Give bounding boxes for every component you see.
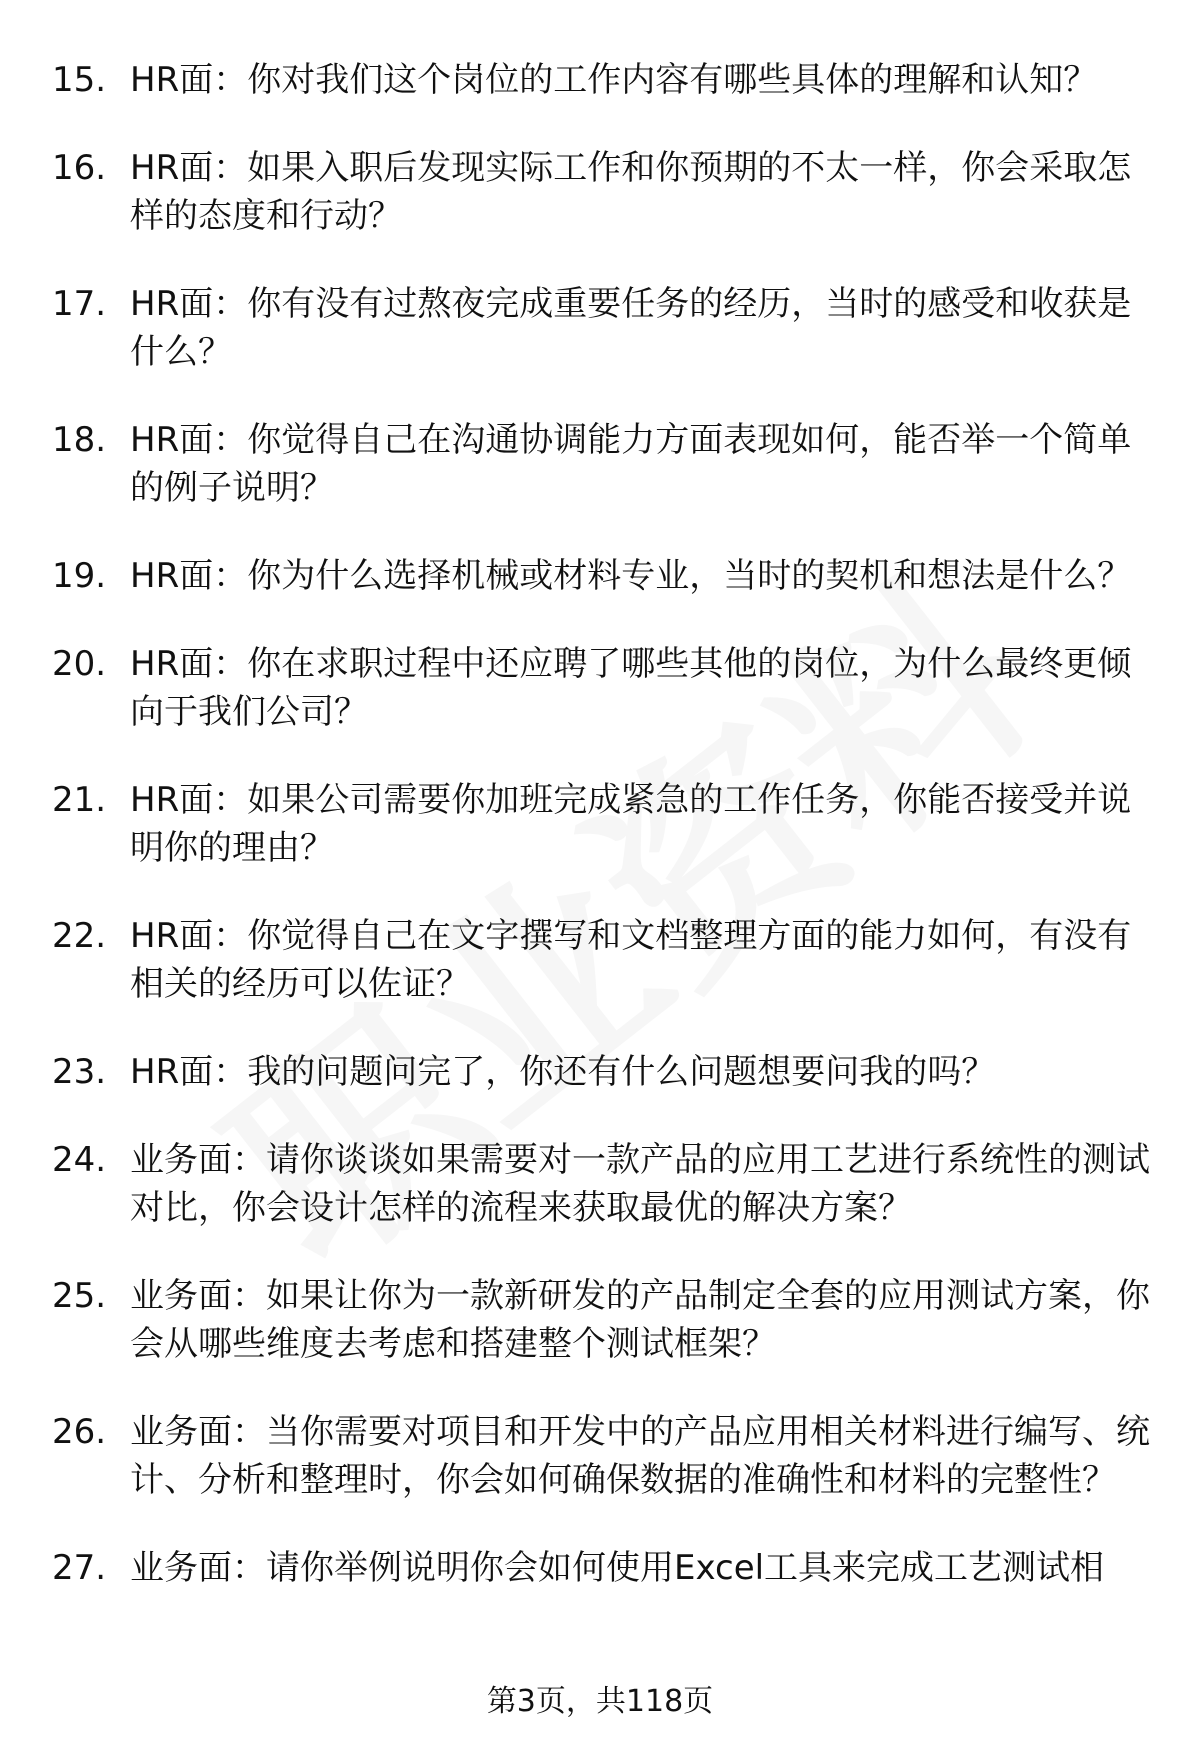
question-item (52, 1408, 1162, 1504)
question-number: 15. (52, 60, 107, 100)
question-number: 20. (52, 644, 107, 684)
question-text: HR面：你觉得自己在文字撰写和文档整理方面的能力如何，有没有相关的经历可以佐证？ (130, 916, 1132, 1004)
question-text: HR面：我的问题问完了，你还有什么问题想要问我的吗？ (130, 1052, 996, 1092)
question-text: HR面：你在求职过程中还应聘了哪些其他的岗位，为什么最终更倾向于我们公司？ (130, 644, 1132, 732)
question-text: 业务面：请你谈谈如果需要对一款产品的应用工艺进行系统性的测试对比，你会设计怎样的流程来获取最优的解决方案？ (130, 1140, 1150, 1228)
question-item (52, 56, 1162, 104)
question-item (52, 640, 1162, 736)
question-number: 21. (52, 780, 107, 820)
question-text: 业务面：如果让你为一款新研发的产品制定全套的应用测试方案，你会从哪些维度去考虑和搭建整个测试框架？ (130, 1276, 1150, 1364)
question-item (52, 1544, 1162, 1592)
question-list (52, 56, 1162, 1632)
question-item (52, 144, 1162, 240)
question-number: 17. (52, 284, 107, 324)
question-number: 25. (52, 1276, 107, 1316)
question-text: 业务面：当你需要对项目和开发中的产品应用相关材料进行编写、统计、分析和整理时，你会如何确保数据的准确性和材料的完整性？ (130, 1412, 1150, 1500)
page-number: 第3页，共118页 (486, 1684, 714, 1719)
question-text: HR面：如果公司需要你加班完成紧急的工作任务，你能否接受并说明你的理由？ (130, 780, 1132, 868)
question-text: 业务面：请你举例说明你会如何使用Excel工具来完成工艺测试相 (130, 1548, 1105, 1588)
question-number: 16. (52, 148, 107, 188)
question-number: 19. (52, 556, 107, 596)
question-item (52, 1136, 1162, 1232)
question-number: 27. (52, 1548, 107, 1588)
question-text: HR面：你为什么选择机械或材料专业，当时的契机和想法是什么？ (130, 556, 1132, 596)
question-number: 26. (52, 1412, 107, 1452)
question-text: HR面：你觉得自己在沟通协调能力方面表现如何，能否举一个简单的例子说明？ (130, 420, 1132, 508)
question-number: 22. (52, 916, 107, 956)
question-number: 18. (52, 420, 107, 460)
question-item (52, 1048, 1162, 1096)
question-item (52, 416, 1162, 512)
question-item (52, 1272, 1162, 1368)
question-text: HR面：如果入职后发现实际工作和你预期的不太一样，你会采取怎样的态度和行动？ (130, 148, 1132, 236)
question-item (52, 280, 1162, 376)
question-item (52, 776, 1162, 872)
question-text: HR面：你对我们这个岗位的工作内容有哪些具体的理解和认知？ (130, 60, 1098, 100)
question-text: HR面：你有没有过熬夜完成重要任务的经历，当时的感受和收获是什么？ (130, 284, 1132, 372)
question-item (52, 912, 1162, 1008)
question-number: 24. (52, 1140, 107, 1180)
question-item (52, 552, 1162, 600)
question-number: 23. (52, 1052, 107, 1092)
